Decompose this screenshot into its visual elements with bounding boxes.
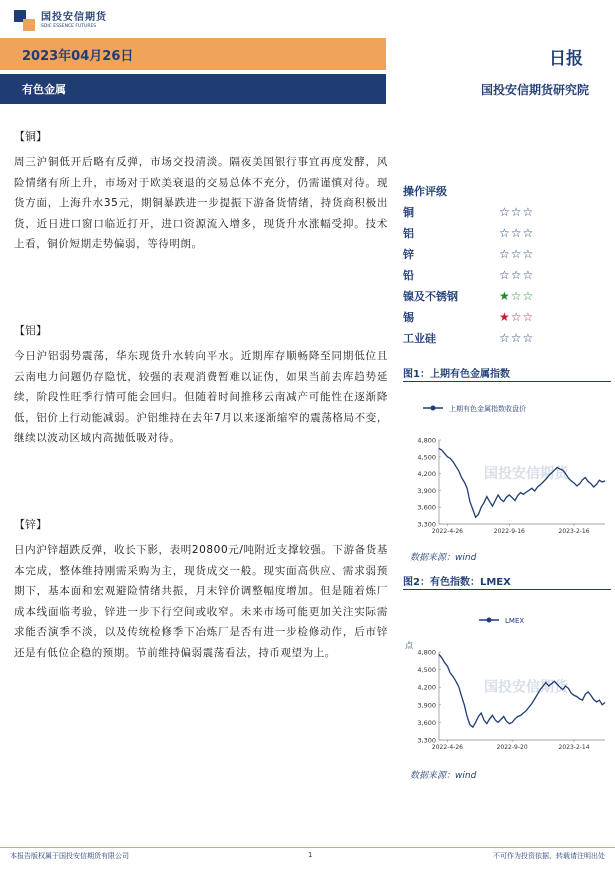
company-logo	[14, 10, 107, 32]
logo-name-en: SDIC ESSENCE FUTURES	[41, 24, 97, 29]
y-tick-label: 3,900	[417, 486, 436, 495]
figure1-rule	[403, 381, 611, 382]
empty-star-icon: ☆☆☆	[499, 330, 535, 345]
rating-row	[403, 285, 603, 306]
empty-star-icon: ☆☆☆	[499, 267, 535, 282]
rating-commodity: 铅	[403, 268, 414, 282]
page-number: 1	[308, 851, 313, 859]
series-line	[439, 448, 605, 517]
empty-star-icon: ☆☆	[510, 309, 535, 324]
rating-title: 操作评级	[403, 185, 447, 198]
figure2-title: 图2：有色指数：LMEX	[403, 577, 511, 588]
section-body: 今日沪铝弱势震荡，华东现货升水转向平水。近期库存顺畅降至同期低位且云南电力问题仍存隐忧，较强的表观消费暂难以证伪，如果当前去库趋势延续，阶段性旺季行情可能会回归。但随着时间推移云南减产可能性在逐渐降低，铝价上行动能减弱。沪铝维持在去年7月以来逐渐缩窄的震荡格局不变，继续以波动区域内高抛低吸对待。	[14, 350, 388, 444]
empty-star-icon: ☆☆☆	[499, 204, 535, 219]
legend-label: 上期有色金属指数收盘价	[449, 405, 526, 413]
y-tick-label: 3,900	[417, 701, 436, 710]
x-tick-label: 2022-9-16	[493, 528, 525, 535]
y-tick-label: 3,600	[417, 718, 436, 727]
chart-watermark: 国投安信期货	[484, 679, 568, 696]
rating-stars-icon	[499, 331, 534, 345]
rating-row	[403, 327, 603, 348]
empty-star-icon: ☆☆☆	[499, 246, 535, 261]
y-tick-label: 4,200	[417, 470, 436, 479]
logo-mark-icon	[14, 10, 36, 32]
empty-star-icon: ☆☆☆	[499, 225, 535, 240]
y-tick-label: 4,800	[417, 436, 436, 445]
filled-star-icon: ★	[499, 288, 511, 303]
footer-rule	[0, 847, 615, 848]
rating-commodity: 锡	[403, 310, 414, 324]
y-tick-label: 3,300	[417, 520, 436, 529]
section-copper	[14, 128, 388, 255]
rating-stars-icon	[499, 247, 534, 261]
section-body: 日内沪锌超跌反弹，收长下影，表明20800元/吨附近支撑较强。下游备货基本完成，整体维持刚需采购为主，现货成交一般。现实面高供应、需求弱预期下，基本面和宏观避险情绪共振，月末锌价调整幅度增加。但是随着炼厂成本线面临考验，锌进一步下行空间或收窄。未来市场可能更加关注实际需求能否演季不淡，以及传统检修季下冶炼厂是否有进一步检修动作，后市锌还是有低位企稳的预期。节前维持偏弱震荡看法，持币观望为上。	[14, 544, 388, 659]
rating-row	[403, 306, 603, 327]
report-type: 日报	[549, 49, 583, 69]
section-zinc	[14, 516, 388, 663]
footer-copyright: 本报告版权属于国投安信期货有限公司	[10, 852, 129, 860]
rating-stars-icon	[499, 205, 534, 219]
legend-marker-icon	[431, 406, 436, 411]
chart-shfe-nonferrous-index	[403, 384, 611, 544]
empty-star-icon: ☆☆	[510, 288, 535, 303]
logo-name-cn: 国投安信期货	[41, 12, 107, 23]
section-heading: 【锌】	[14, 518, 47, 531]
x-tick-label: 2022-4-26	[431, 528, 463, 535]
rating-row	[403, 201, 603, 222]
rating-commodity: 铝	[403, 226, 414, 240]
chart-lmex-index	[403, 592, 611, 760]
x-tick-label: 2023-2-14	[558, 744, 590, 751]
y-tick-label: 4,800	[417, 648, 436, 657]
rating-row	[403, 264, 603, 285]
section-heading: 【铝】	[14, 324, 47, 337]
chart-watermark: 国投安信期货	[484, 465, 568, 482]
x-tick-label: 2022-4-26	[431, 744, 463, 751]
rating-stars-icon	[499, 226, 534, 240]
rating-row	[403, 222, 603, 243]
figure1-source: 数据来源：wind	[410, 553, 477, 563]
rating-stars-icon	[499, 268, 534, 282]
rating-stars-icon	[499, 310, 534, 324]
x-tick-label: 2022-9-20	[496, 744, 528, 751]
figure1-title: 图1：上期有色金属指数	[403, 369, 510, 380]
figure2-rule	[403, 589, 611, 590]
x-tick-label: 2023-2-16	[558, 528, 590, 535]
y-tick-label: 3,300	[417, 736, 436, 745]
rating-row	[403, 243, 603, 264]
figure2-source: 数据来源：wind	[410, 771, 477, 781]
rating-commodity: 工业硅	[403, 331, 436, 345]
y-tick-label: 3,600	[417, 503, 436, 512]
legend-label: LMEX	[505, 617, 525, 625]
rating-stars-icon	[499, 289, 534, 303]
y-axis-label: 点	[405, 641, 413, 650]
legend-marker-icon	[487, 618, 492, 623]
institute-name: 国投安信期货研究院	[480, 83, 589, 97]
footer-disclaimer: 不可作为投资依据，转载请注明出处	[493, 852, 605, 860]
section-heading: 【铜】	[14, 130, 47, 143]
y-tick-label: 4,500	[417, 453, 436, 462]
rating-panel	[403, 183, 603, 348]
y-tick-label: 4,500	[417, 666, 436, 675]
rating-commodity: 铜	[403, 205, 414, 219]
report-date: 2023年04月26日	[22, 49, 134, 64]
section-body: 周三沪铜低开后略有反弹，市场交投清淡。隔夜美国银行事宜再度发酵，风险情绪有所上升，市场对于欧美衰退的交易总体不充分，仍需谨慎对待。现货方面，上海升水35元，期铜暴跌进一步提振下游备货情绪，持货商积极出货，近日进口窗口临近打开，进口资源流入增多，现货升水涨幅受抑。技术上看，铜价短期走势偏弱，等待明朗。	[14, 156, 388, 250]
y-tick-label: 4,200	[417, 683, 436, 692]
sector-title: 有色金属	[22, 83, 66, 96]
rating-commodity: 镍及不锈钢	[403, 289, 458, 303]
filled-star-icon: ★	[499, 309, 511, 324]
section-aluminum	[14, 322, 388, 449]
rating-commodity: 锌	[403, 247, 414, 261]
